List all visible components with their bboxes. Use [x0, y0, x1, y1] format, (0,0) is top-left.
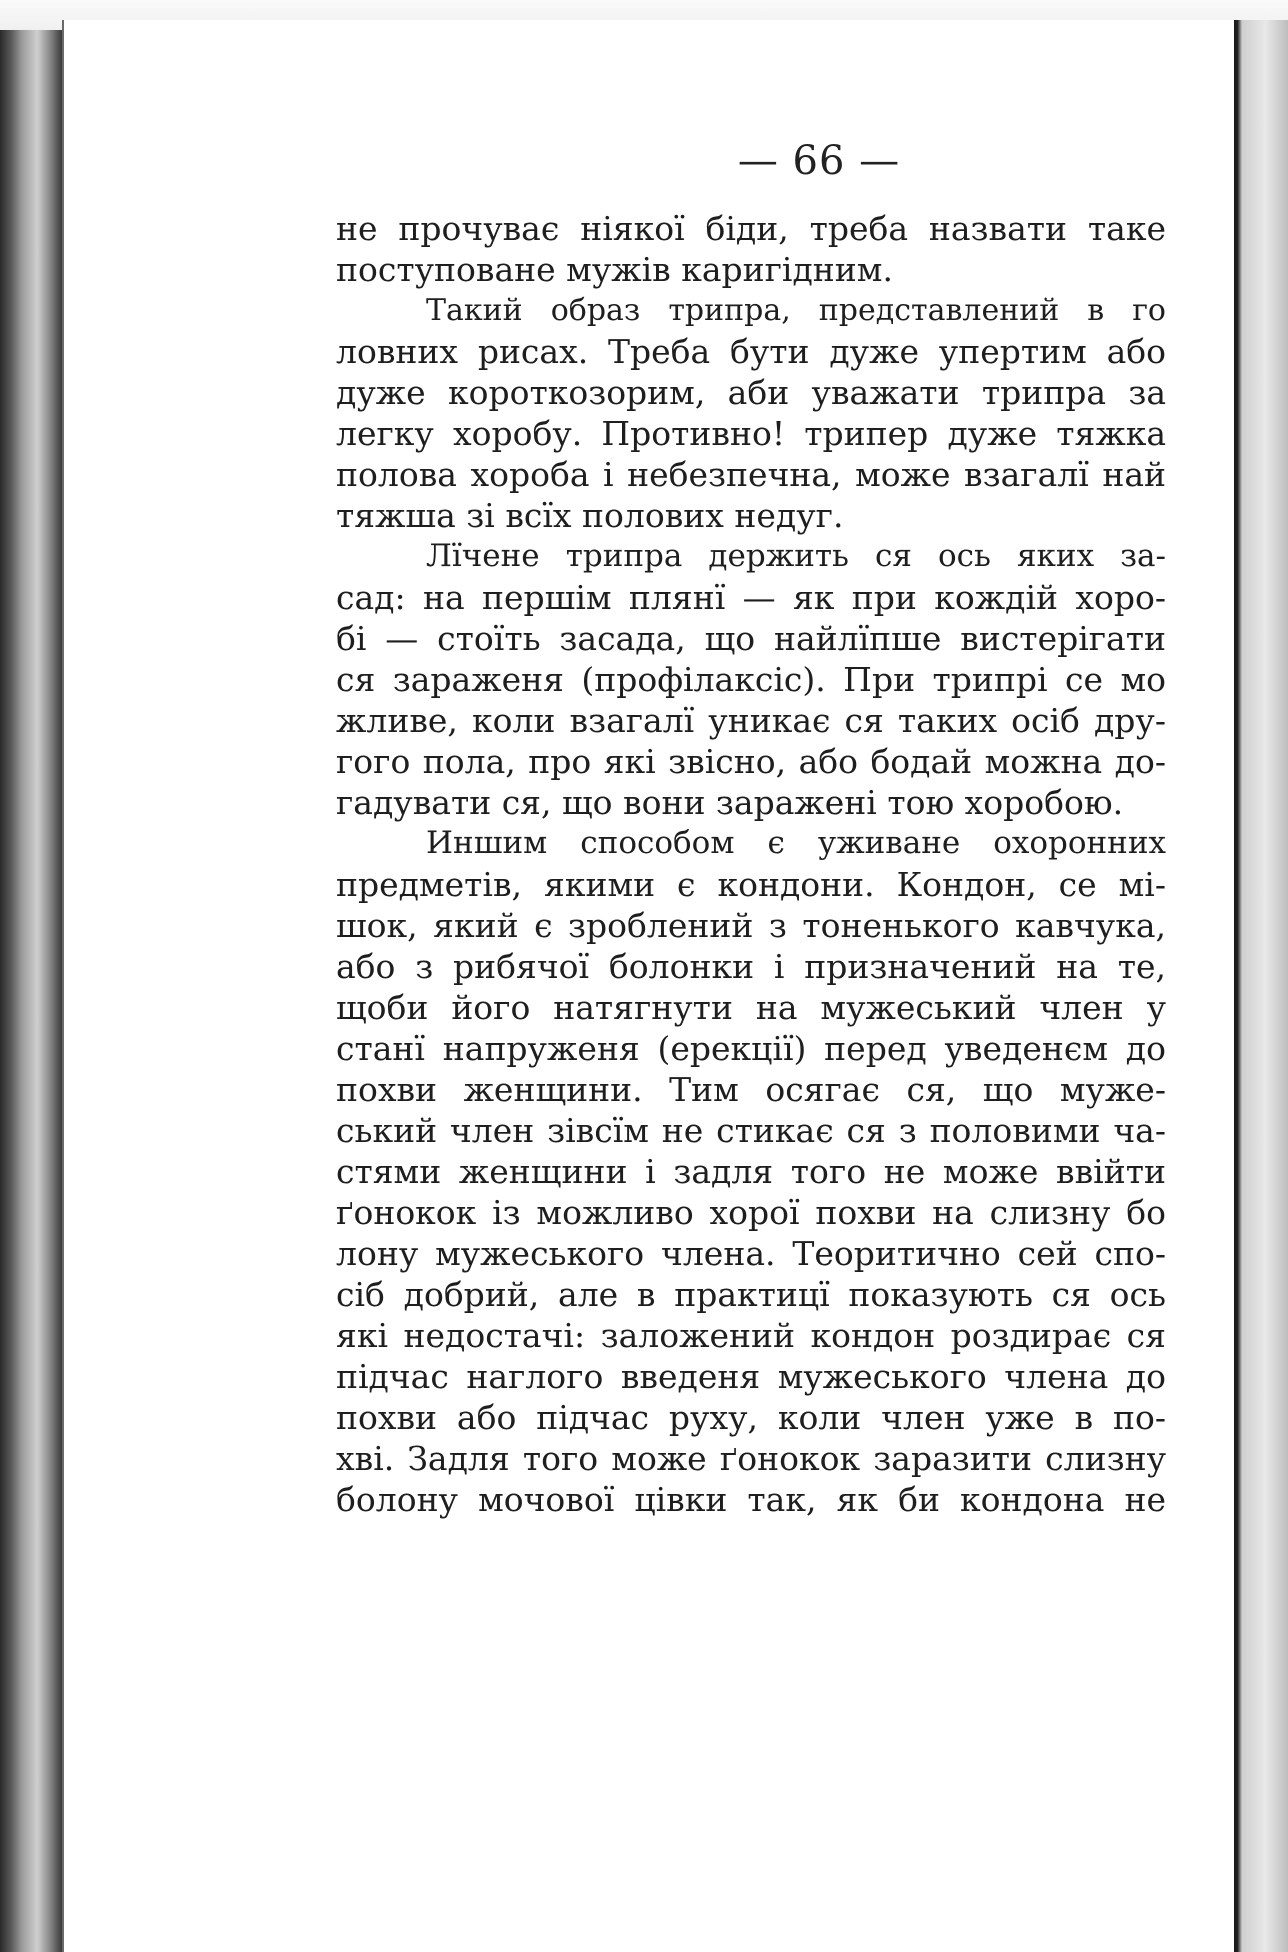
- text-line: похви женщини. Тим осягає ся, що муже-: [336, 1070, 1166, 1109]
- text-line: похви або підчас руху, коли член уже в по-: [336, 1398, 1166, 1437]
- text-line: стями женщини і задля того не може ввійти: [336, 1152, 1166, 1191]
- text-line: або з рибячої болонки і призначений на те,: [336, 947, 1166, 986]
- text-line: предметів, якими є кондони. Кондон, се мі-: [336, 865, 1166, 904]
- text-line: ловних рисах. Треба бути дуже упертим або: [336, 332, 1166, 371]
- text-line: підчас наглого введеня мужеського члена до: [336, 1357, 1166, 1396]
- text-line: сад: на першім плянї — як при кождій хоро-: [336, 578, 1166, 617]
- book-spine-edge: [0, 30, 62, 1952]
- text-line: ся зараженя (профілаксіс). При трипрі се мо: [336, 660, 1166, 699]
- text-line: легку хоробу. Противно! трипер дуже тяжка: [336, 414, 1166, 453]
- text-line: хві. Задля того може ґонокок заразити слизну: [336, 1439, 1166, 1478]
- text-line: які недостачі: заложений кондон роздирає ся: [336, 1316, 1166, 1355]
- text-line: шок, який є зроблений з тоненького кавчука,: [336, 906, 1166, 945]
- text-line: ґонокок із можливо хорої похви на слизну бо: [336, 1193, 1166, 1232]
- text-line: гадувати ся, що вони заражені тою хоробою.: [336, 783, 1124, 822]
- text-line: тяжша зі всїх полових недуг.: [336, 496, 844, 535]
- text-line: щоби його натягнути на мужеський член у: [336, 988, 1166, 1027]
- text-line: сіб добрий, але в практицї показують ся ось: [336, 1275, 1166, 1314]
- text-line: не прочуває ніякої біди, треба назвати таке: [336, 209, 1166, 248]
- text-line: поступоване мужів каригідним.: [336, 250, 893, 289]
- body-text: [336, 208, 1166, 1520]
- text-line: ський член зівсїм не стикає ся з половими ча-: [336, 1111, 1166, 1150]
- text-line: гого пола, про які звісно, або бодай можна до-: [336, 742, 1166, 781]
- text-line: жливе, коли взагалї уникає ся таких осіб дру-: [336, 701, 1166, 740]
- text-line: станї напруженя (ерекції) перед уведенєм до: [336, 1029, 1166, 1068]
- text-line: Иншим способом є уживане охоронних: [426, 825, 1166, 861]
- book-page-edge: [1232, 20, 1288, 1952]
- text-line: болону мочової цівки так, як би кондона не: [336, 1480, 1166, 1519]
- text-line: Такий образ трипра, представлений в го: [426, 293, 1166, 328]
- text-line: дуже короткозорим, аби уважати трипра за: [336, 373, 1166, 412]
- text-line: лону мужеського члена. Теоритично сей спо-: [336, 1234, 1166, 1273]
- text-line: полова хороба і небезпечна, може взагалї най: [336, 455, 1166, 494]
- text-line: бі — стоїть засада, що найлїпше вистерігати: [336, 619, 1166, 658]
- page-number: — 66 —: [737, 138, 901, 184]
- text-line: Лїчене трипра держить ся ось яких за-: [426, 538, 1166, 574]
